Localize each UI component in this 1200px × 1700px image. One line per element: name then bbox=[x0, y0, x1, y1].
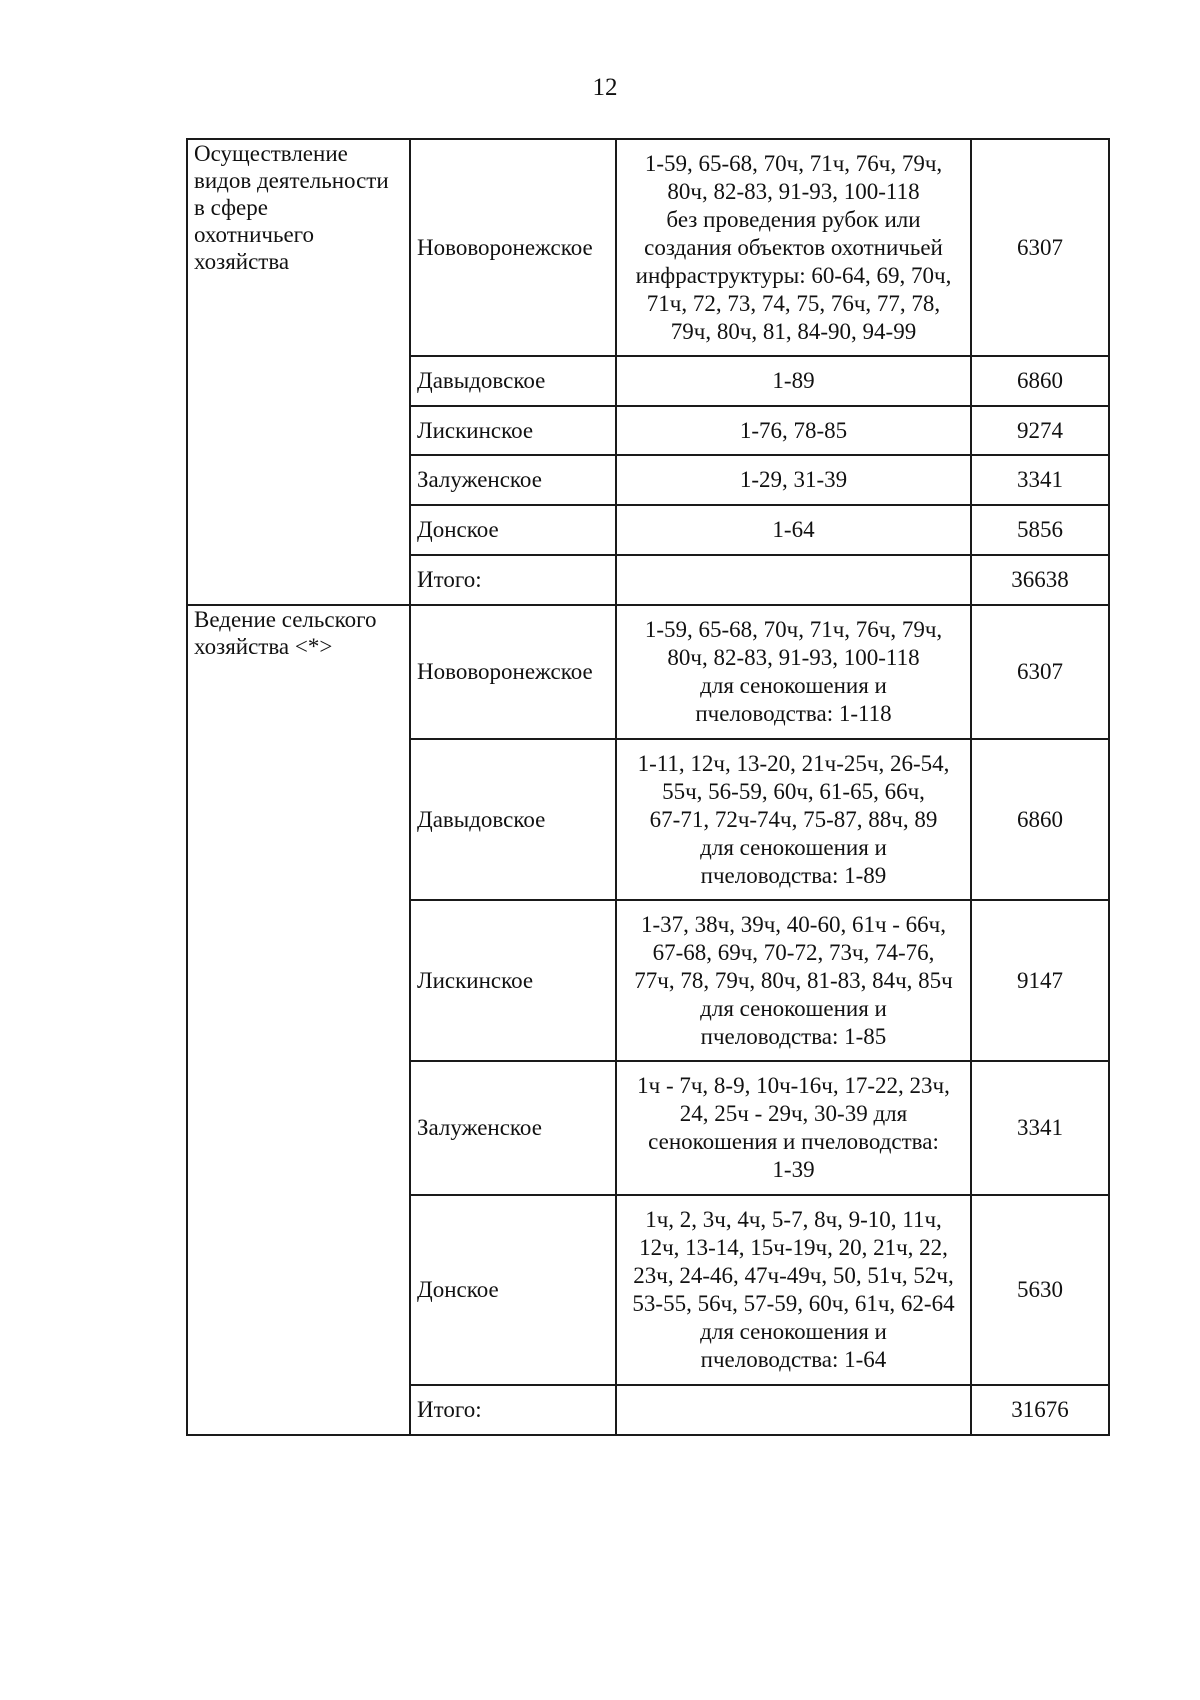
district-cell: Лискинское bbox=[410, 900, 616, 1061]
activity-cell bbox=[187, 139, 410, 605]
district-cell: Залуженское bbox=[410, 455, 616, 505]
area-cell: 5630 bbox=[971, 1195, 1109, 1385]
area-cell: 6307 bbox=[971, 139, 1109, 356]
quarters-cell bbox=[616, 605, 971, 739]
quarters-text: 1-11, 12ч, 13-20, 21ч-25ч, 26-54, 55ч, 56-59, 60ч, 61-65, 66ч, 67-71, 72ч-74ч, 75-87, 88ч, 89 для сенокошения и пчеловодства: 1-89 bbox=[637, 750, 950, 888]
area-cell: 6860 bbox=[971, 356, 1109, 406]
area-cell: 9274 bbox=[971, 406, 1109, 455]
area-cell: 3341 bbox=[971, 455, 1109, 505]
quarters-cell bbox=[616, 900, 971, 1061]
quarters-cell bbox=[616, 139, 971, 356]
district-cell: Залуженское bbox=[410, 1061, 616, 1195]
lease-table bbox=[186, 138, 1110, 1436]
quarters-cell bbox=[616, 505, 971, 555]
quarters-cell bbox=[616, 406, 971, 455]
total-area: 31676 bbox=[971, 1385, 1109, 1435]
total-label: Итого: bbox=[410, 555, 616, 605]
quarters-text: 1-64 bbox=[772, 517, 815, 542]
area-cell: 3341 bbox=[971, 1061, 1109, 1195]
quarters-text: 1ч - 7ч, 8-9, 10ч-16ч, 17-22, 23ч, 24, 25ч - 29ч, 30-39 для сенокошения и пчеловодства: 1-39 bbox=[637, 1073, 950, 1182]
total-area: 36638 bbox=[971, 555, 1109, 605]
quarters-cell bbox=[616, 455, 971, 505]
total-label: Итого: bbox=[410, 1385, 616, 1435]
quarters-cell bbox=[616, 739, 971, 900]
quarters-cell bbox=[616, 1195, 971, 1385]
quarters-text: 1-89 bbox=[772, 368, 815, 393]
quarters-cell bbox=[616, 356, 971, 406]
quarters-cell bbox=[616, 555, 971, 605]
quarters-text: 1-76, 78-85 bbox=[739, 417, 848, 443]
quarters-cell bbox=[616, 1385, 971, 1435]
table-row bbox=[187, 605, 1109, 739]
area-cell: 9147 bbox=[971, 900, 1109, 1061]
quarters-text: 1ч, 2, 3ч, 4ч, 5-7, 8ч, 9-10, 11ч, 12ч, 13-14, 15ч-19ч, 20, 21ч, 22, 23ч, 24-46, 47ч-49ч, 50, 51ч, 52ч, 53-55, 56ч, 57-59, 60ч, 61ч, 62-64 для сенокошения и пчеловодства: 1-64 bbox=[632, 1207, 955, 1372]
quarters-text: 1-29, 31-39 bbox=[739, 467, 848, 492]
activity-label: Ведение сельского хозяйства <*> bbox=[194, 607, 377, 659]
district-cell: Нововоронежское bbox=[410, 605, 616, 739]
district-cell: Давыдовское bbox=[410, 356, 616, 406]
district-cell: Лискинское bbox=[410, 406, 616, 455]
page-number: 12 bbox=[592, 74, 618, 101]
district-cell: Донское bbox=[410, 1195, 616, 1385]
district-cell: Нововоронежское bbox=[410, 139, 616, 356]
quarters-cell bbox=[616, 1061, 971, 1195]
quarters-text: 1-37, 38ч, 39ч, 40-60, 61ч - 66ч, 67-68, 69ч, 70-72, 73ч, 74-76, 77ч, 78, 79ч, 80ч, 81-83, 84ч, 85ч для сенокошения и пчеловодства: 1-85 bbox=[634, 911, 953, 1049]
district-cell: Донское bbox=[410, 505, 616, 555]
district-cell: Давыдовское bbox=[410, 739, 616, 900]
area-cell: 6860 bbox=[971, 739, 1109, 900]
quarters-text: 1-59, 65-68, 70ч, 71ч, 76ч, 79ч, 80ч, 82-83, 91-93, 100-118 для сенокошения и пчеловодства: 1-118 bbox=[644, 617, 943, 726]
area-cell: 6307 bbox=[971, 605, 1109, 739]
table-row bbox=[187, 139, 1109, 356]
activity-cell bbox=[187, 605, 410, 1435]
area-cell: 5856 bbox=[971, 505, 1109, 555]
activity-label: Осуществление видов деятельности в сфере охотничьего хозяйства bbox=[194, 141, 389, 274]
quarters-text: 1-59, 65-68, 70ч, 71ч, 76ч, 79ч, 80ч, 82-83, 91-93, 100-118 без проведения рубок или создания объектов охотничьей инфраструктуры: 60-64, 69, 70ч, 71ч, 72, 73, 74, 75, 76ч, 77, 78, 79ч, 80ч, 81, 84-90, 94-99 bbox=[635, 150, 952, 344]
